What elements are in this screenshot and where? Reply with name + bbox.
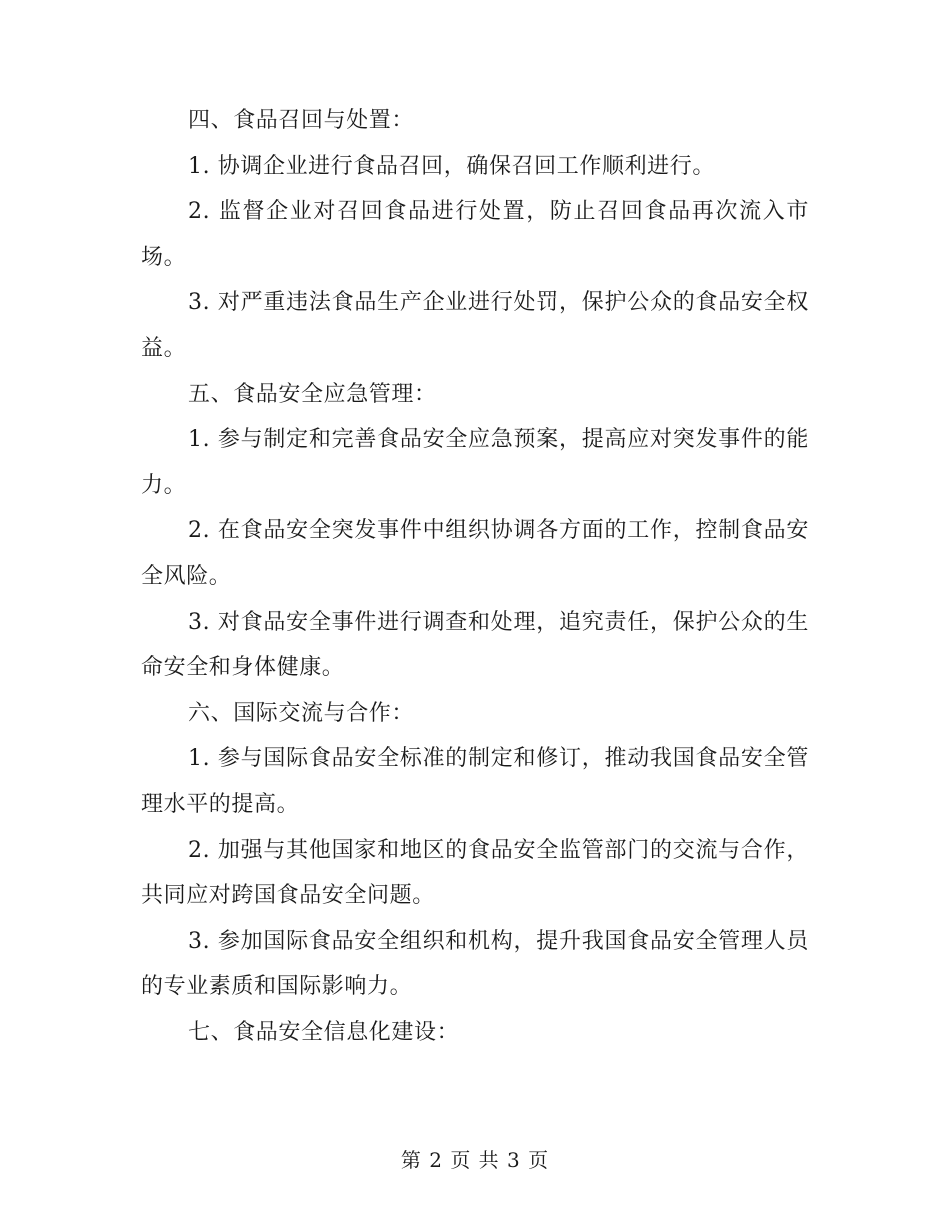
list-item: 2. 加强与其他国家和地区的食品安全监管部门的交流与合作，共同应对跨国食品安全问题。 [141, 837, 809, 909]
list-item: 3. 对严重违法食品生产企业进行处罚，保护公众的食品安全权益。 [141, 290, 809, 361]
section-heading-emergency: 五、食品安全应急管理： [188, 381, 437, 407]
list-item: 1. 协调企业进行食品召回，确保召回工作顺利进行。 [188, 153, 715, 179]
list-item: 2. 监督企业对召回食品进行处置，防止召回食品再次流入市场。 [141, 199, 809, 270]
list-item: 3. 参加国际食品安全组织和机构，提升我国食品安全管理人员的专业素质和国际影响力。 [141, 928, 809, 1000]
list-item: 3. 对食品安全事件进行调查和处理，追究责任，保护公众的生命安全和身体健康。 [141, 609, 809, 681]
section-heading-international: 六、国际交流与合作： [188, 700, 415, 726]
footer-prefix: 第 [400, 1148, 422, 1172]
footer-total-pages: 3 [507, 1148, 521, 1172]
page-footer [0, 1146, 950, 1174]
footer-middle: 页 共 [450, 1148, 500, 1172]
section-heading-informatization: 七、食品安全信息化建设： [188, 1019, 460, 1045]
document-body [141, 98, 809, 1055]
list-item: 1. 参与制定和完善食品安全应急预案，提高应对突发事件的能力。 [141, 427, 809, 498]
footer-page-number: 2 [429, 1148, 443, 1172]
list-item: 1. 参与国际食品安全标准的制定和修订，推动我国食品安全管理水平的提高。 [141, 746, 809, 817]
section-heading-recall: 四、食品召回与处置： [188, 108, 415, 133]
list-item: 2. 在食品安全突发事件中组织协调各方面的工作，控制食品安全风险。 [141, 518, 809, 589]
footer-suffix: 页 [528, 1148, 550, 1172]
